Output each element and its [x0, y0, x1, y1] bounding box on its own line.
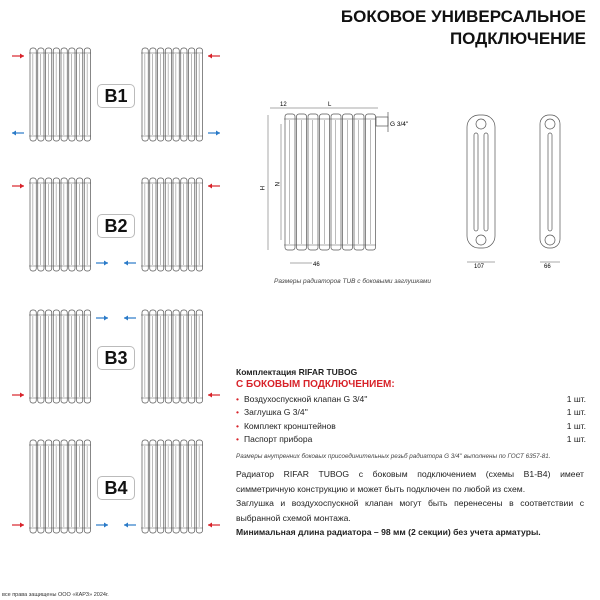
supply-arrow-icon — [12, 54, 24, 59]
supply-arrow-icon — [208, 54, 220, 59]
scheme-label: B1 — [97, 84, 135, 108]
thread-label: G 3/4'' — [390, 121, 409, 128]
supply-arrow-icon — [208, 523, 220, 528]
bullet-icon: • — [236, 420, 239, 431]
kit-item: • Паспорт прибора 1 шт. — [236, 434, 586, 444]
supply-arrow-icon — [12, 523, 24, 528]
page-title: БОКОВОЕ УНИВЕРСАЛЬНОЕ ПОДКЛЮЧЕНИЕ — [340, 7, 586, 48]
supply-arrow-icon — [208, 184, 220, 189]
return-arrow-icon — [96, 523, 108, 528]
bullet-icon: • — [236, 407, 239, 417]
scheme-label: B2 — [97, 214, 135, 238]
return-arrow-icon — [96, 261, 108, 266]
return-arrow-icon — [208, 131, 220, 136]
bullet-icon: • — [236, 393, 239, 404]
kit-section — [236, 367, 586, 460]
return-arrow-icon — [124, 316, 136, 321]
copyright: все права защищены ООО «КАРЗ» 2024г. — [2, 592, 109, 598]
dim-107: 107 — [474, 264, 485, 270]
dim-N: N — [273, 182, 279, 187]
supply-arrow-icon — [12, 393, 24, 398]
dim-H: H — [258, 186, 264, 191]
return-arrow-icon — [124, 261, 136, 266]
dim-46: 46 — [313, 262, 320, 268]
kit-heading: Комплектация RIFAR TUBOG — [236, 367, 358, 377]
description: Радиатор RIFAR TUBOG с боковым подключением (схемы В1-В4) имеет симметричную конструкцию и может быть подключен по любой из схем. Заглушка и воздухоспускной клапан могут быть перенесены в соответствии с выбранной схемой монтажа. Минимальная длина радиатора – 98 мм (2 секции) без учета арматуры. — [236, 469, 584, 538]
scheme-label: B4 — [97, 476, 135, 500]
return-arrow-icon — [12, 131, 24, 136]
supply-arrow-icon — [12, 184, 24, 189]
bullet-icon: • — [236, 434, 239, 444]
dim-L: L — [328, 102, 332, 108]
kit-item: • Заглушка G 3/4'' 1 шт. — [236, 407, 586, 417]
scheme-label: B3 — [97, 346, 135, 370]
dim-12: 12 — [280, 102, 287, 108]
thread-note: Размеры внутренних боковых присоединительных резьб радиатора G 3/4'' выполнены по ГОСТ 6357-81. — [236, 453, 551, 460]
drawing-caption: Размеры радиаторов TUB с боковыми заглушками — [274, 278, 432, 285]
dim-66: 66 — [544, 264, 551, 270]
return-arrow-icon — [96, 316, 108, 321]
return-arrow-icon — [124, 523, 136, 528]
supply-arrow-icon — [208, 393, 220, 398]
kit-item: • Воздухоспускной клапан G 3/4'' 1 шт. — [236, 393, 586, 404]
kit-subheading: С БОКОВЫМ ПОДКЛЮЧЕНИЕМ: — [236, 379, 395, 390]
technical-drawing — [240, 90, 600, 280]
kit-item: • Комплект кронштейнов 1 шт. — [236, 420, 586, 431]
